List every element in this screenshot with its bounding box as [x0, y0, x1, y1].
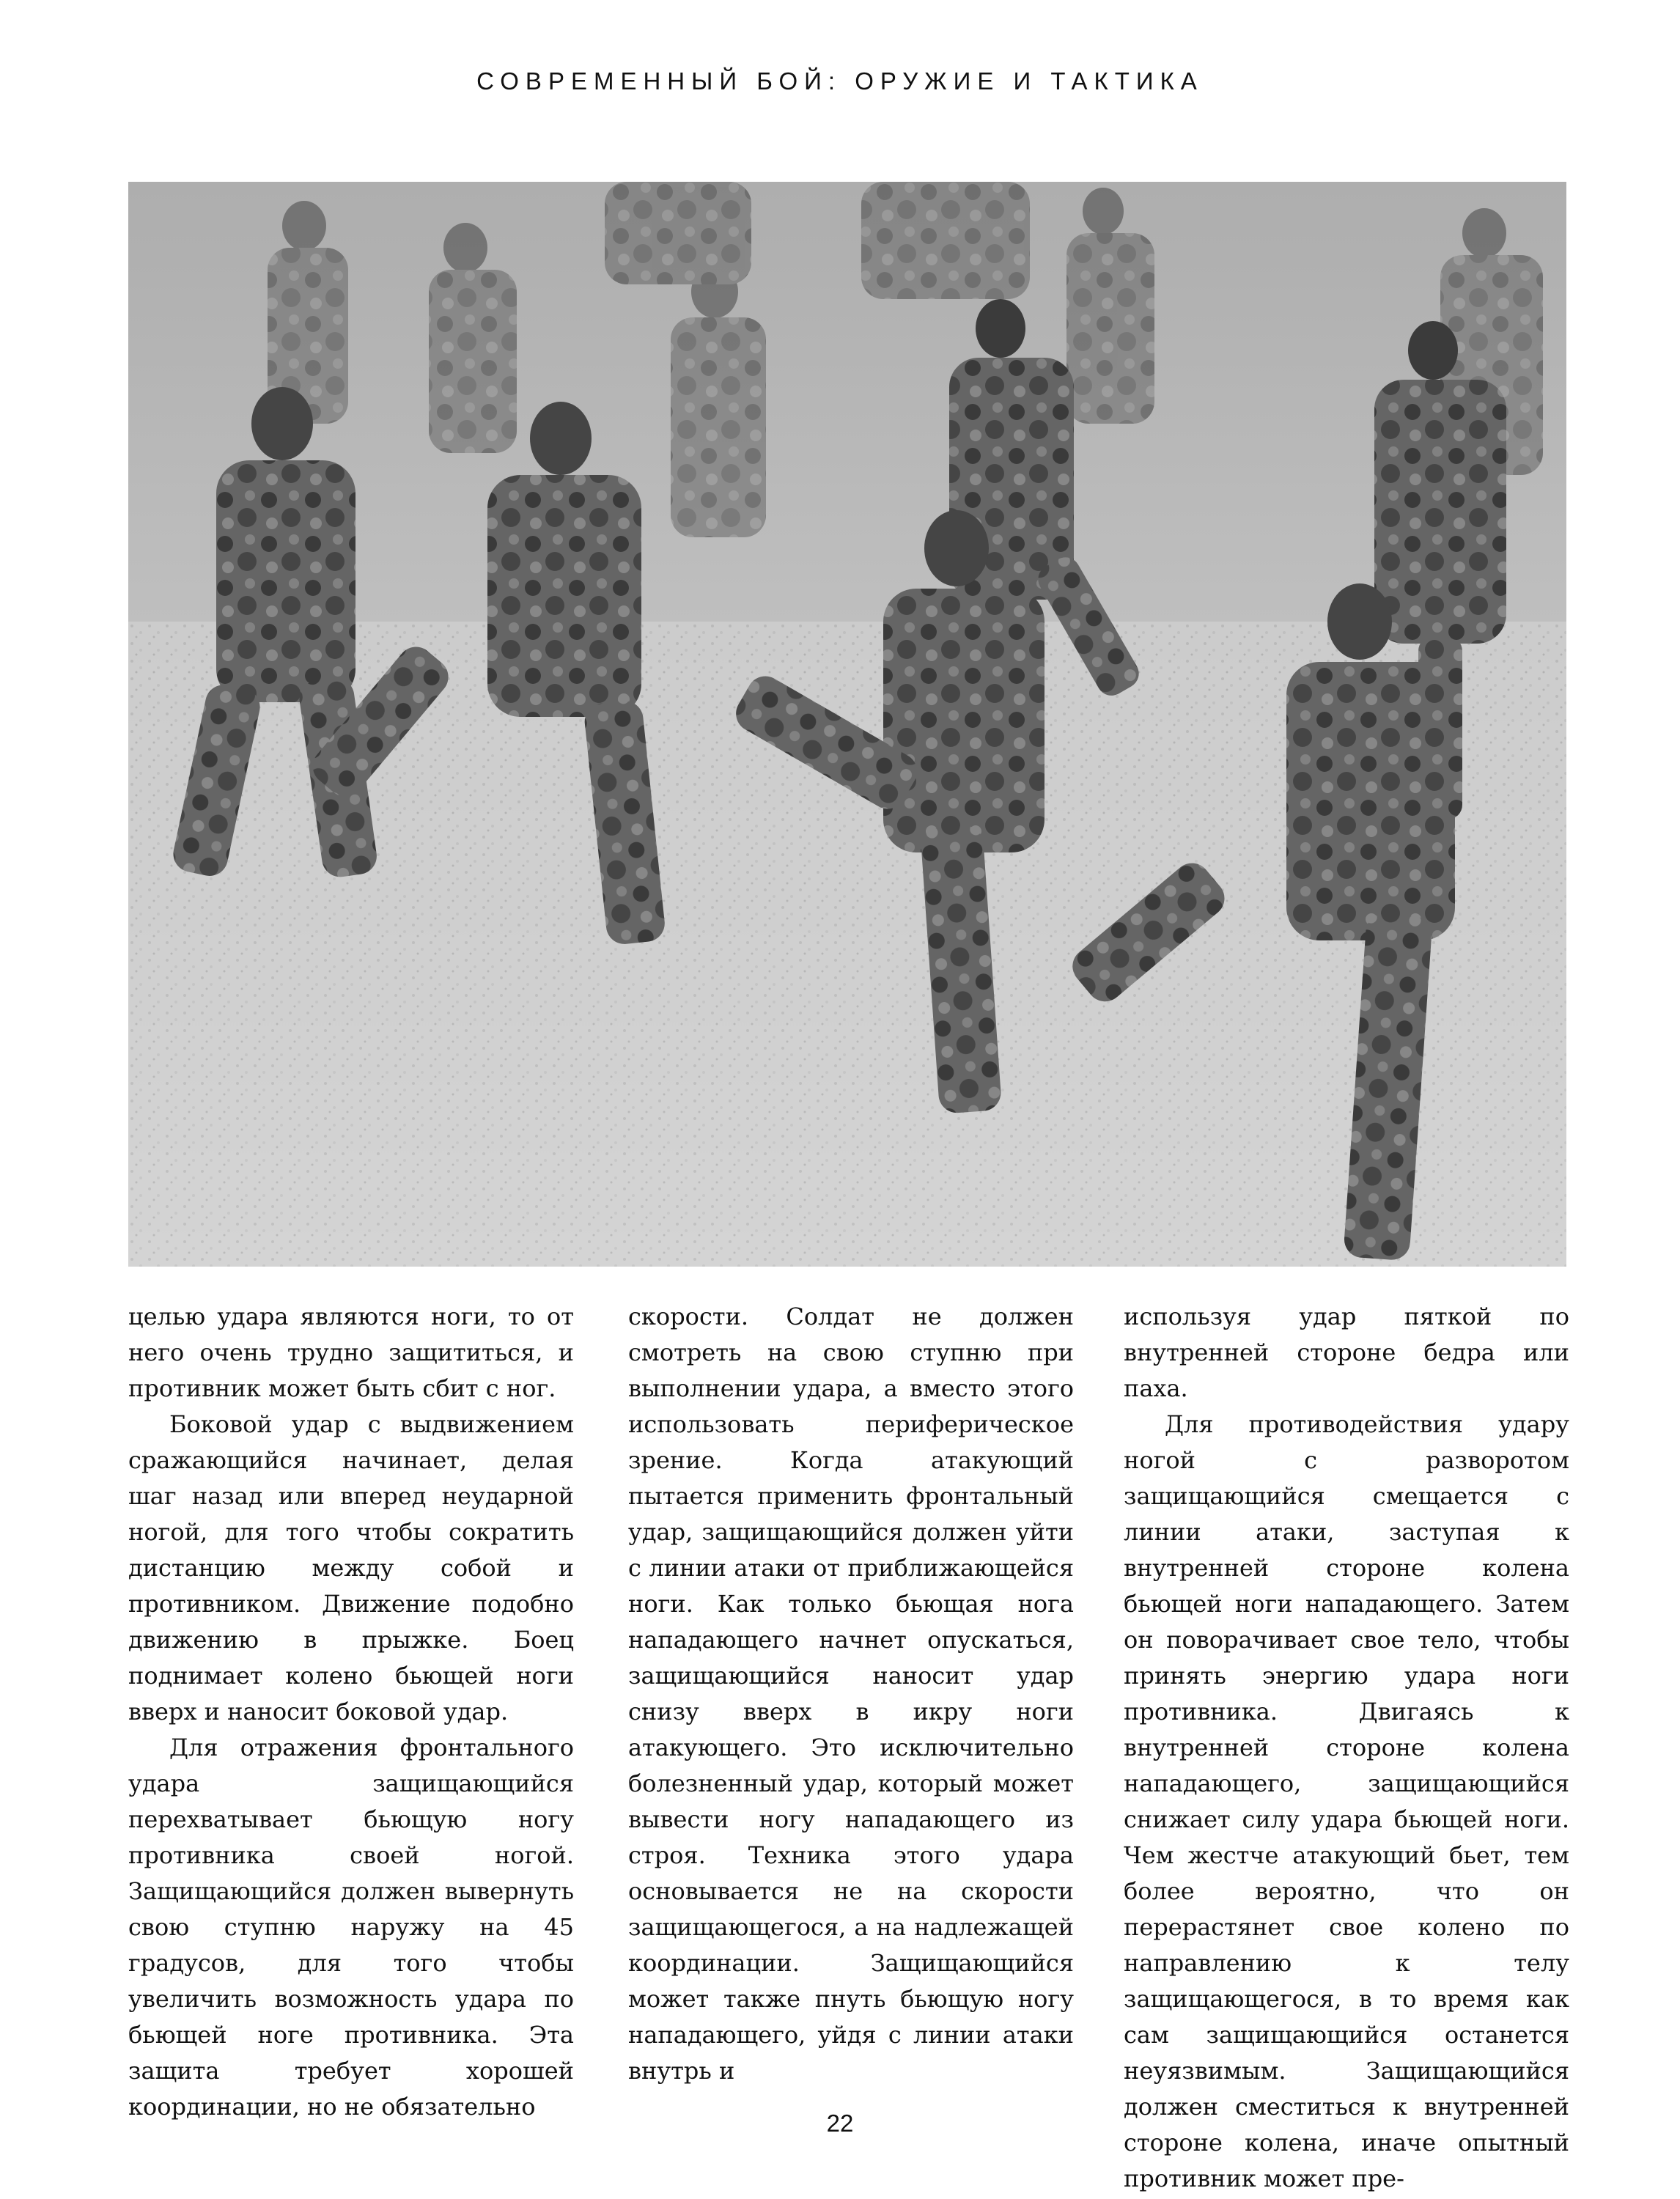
- paragraph: Для отражения фронтального удара защищающийся перехватывает бьющую ногу противника своей ногой. Защищающийся должен вывернуть свою ступню наружу на 45 градусов, для того чтобы увеличить возможность удара по бьющей ноге противника. Эта защита требует хорошей координации, но не обязательно: [128, 1734, 574, 2121]
- paragraph: используя удар пяткой по внутренней стороне бедра или паха.: [1124, 1303, 1569, 1402]
- running-head: СОВРЕМЕННЫЙ БОЙ: ОРУЖИЕ И ТАКТИКА: [476, 67, 1204, 95]
- photo-soldiers-training-kicks-icon: [128, 182, 1566, 1267]
- text-column-2: [628, 1299, 1074, 2089]
- paragraph: Боковой удар с выдвижением сражающийся начинает, делая шаг назад или вперед неударной ногой, для того чтобы сократить дистанцию между собой и противником. Движение подобно движению в прыжке. Боец поднимает колено бьющей ноги вверх и наносит боковой удар.: [128, 1410, 574, 1725]
- paragraph: Для противодействия удару ногой с разворотом защищающийся смещается с линии атаки, заступая к внутренней стороне колена бьющей ноги нападающего. Затем он поворачивает свое тело, чтобы принять энергию удара ноги противника. Двигаясь к внутренней стороне колена нападающего, защищающийся снижает силу удара бьющей ноги. Чем жестче атакующий бьет, тем более вероятно, что он перерастянет свое колено по направлению к телу защищающегося, в то время как сам защищающийся останется неуязвимым. Защищающийся должен сместиться к внутренней стороне колена, иначе опытный противник может пре-: [1124, 1410, 1569, 2192]
- paragraph: целью удара являются ноги, то от него очень трудно защититься, и противник может быть сбит с ног.: [128, 1303, 574, 1402]
- text-column-1: [128, 1299, 574, 2125]
- paragraph: скорости. Солдат не должен смотреть на свою ступню при выполнении удара, а вместо этого использовать периферическое зрение. Когда атакующий пытается применить фронтальный удар, защищающийся должен уйти с линии атаки от приближающейся ноги. Как только бьющая нога нападающего начнет опускаться, защищающийся наносит удар снизу вверх в икру ноги атакующего. Это исключительно болезненный удар, который может вывести ногу нападающего из строя. Техника этого удара основывается не на скорости защищающегося, а на надлежащей координации. Защищающийся может также пнуть бьющую ногу нападающего, уйдя с линии атаки внутрь и: [628, 1303, 1074, 2085]
- photo-illustration: [128, 182, 1566, 1267]
- page-number: 22: [826, 2110, 854, 2137]
- text-column-3: [1124, 1299, 1569, 2197]
